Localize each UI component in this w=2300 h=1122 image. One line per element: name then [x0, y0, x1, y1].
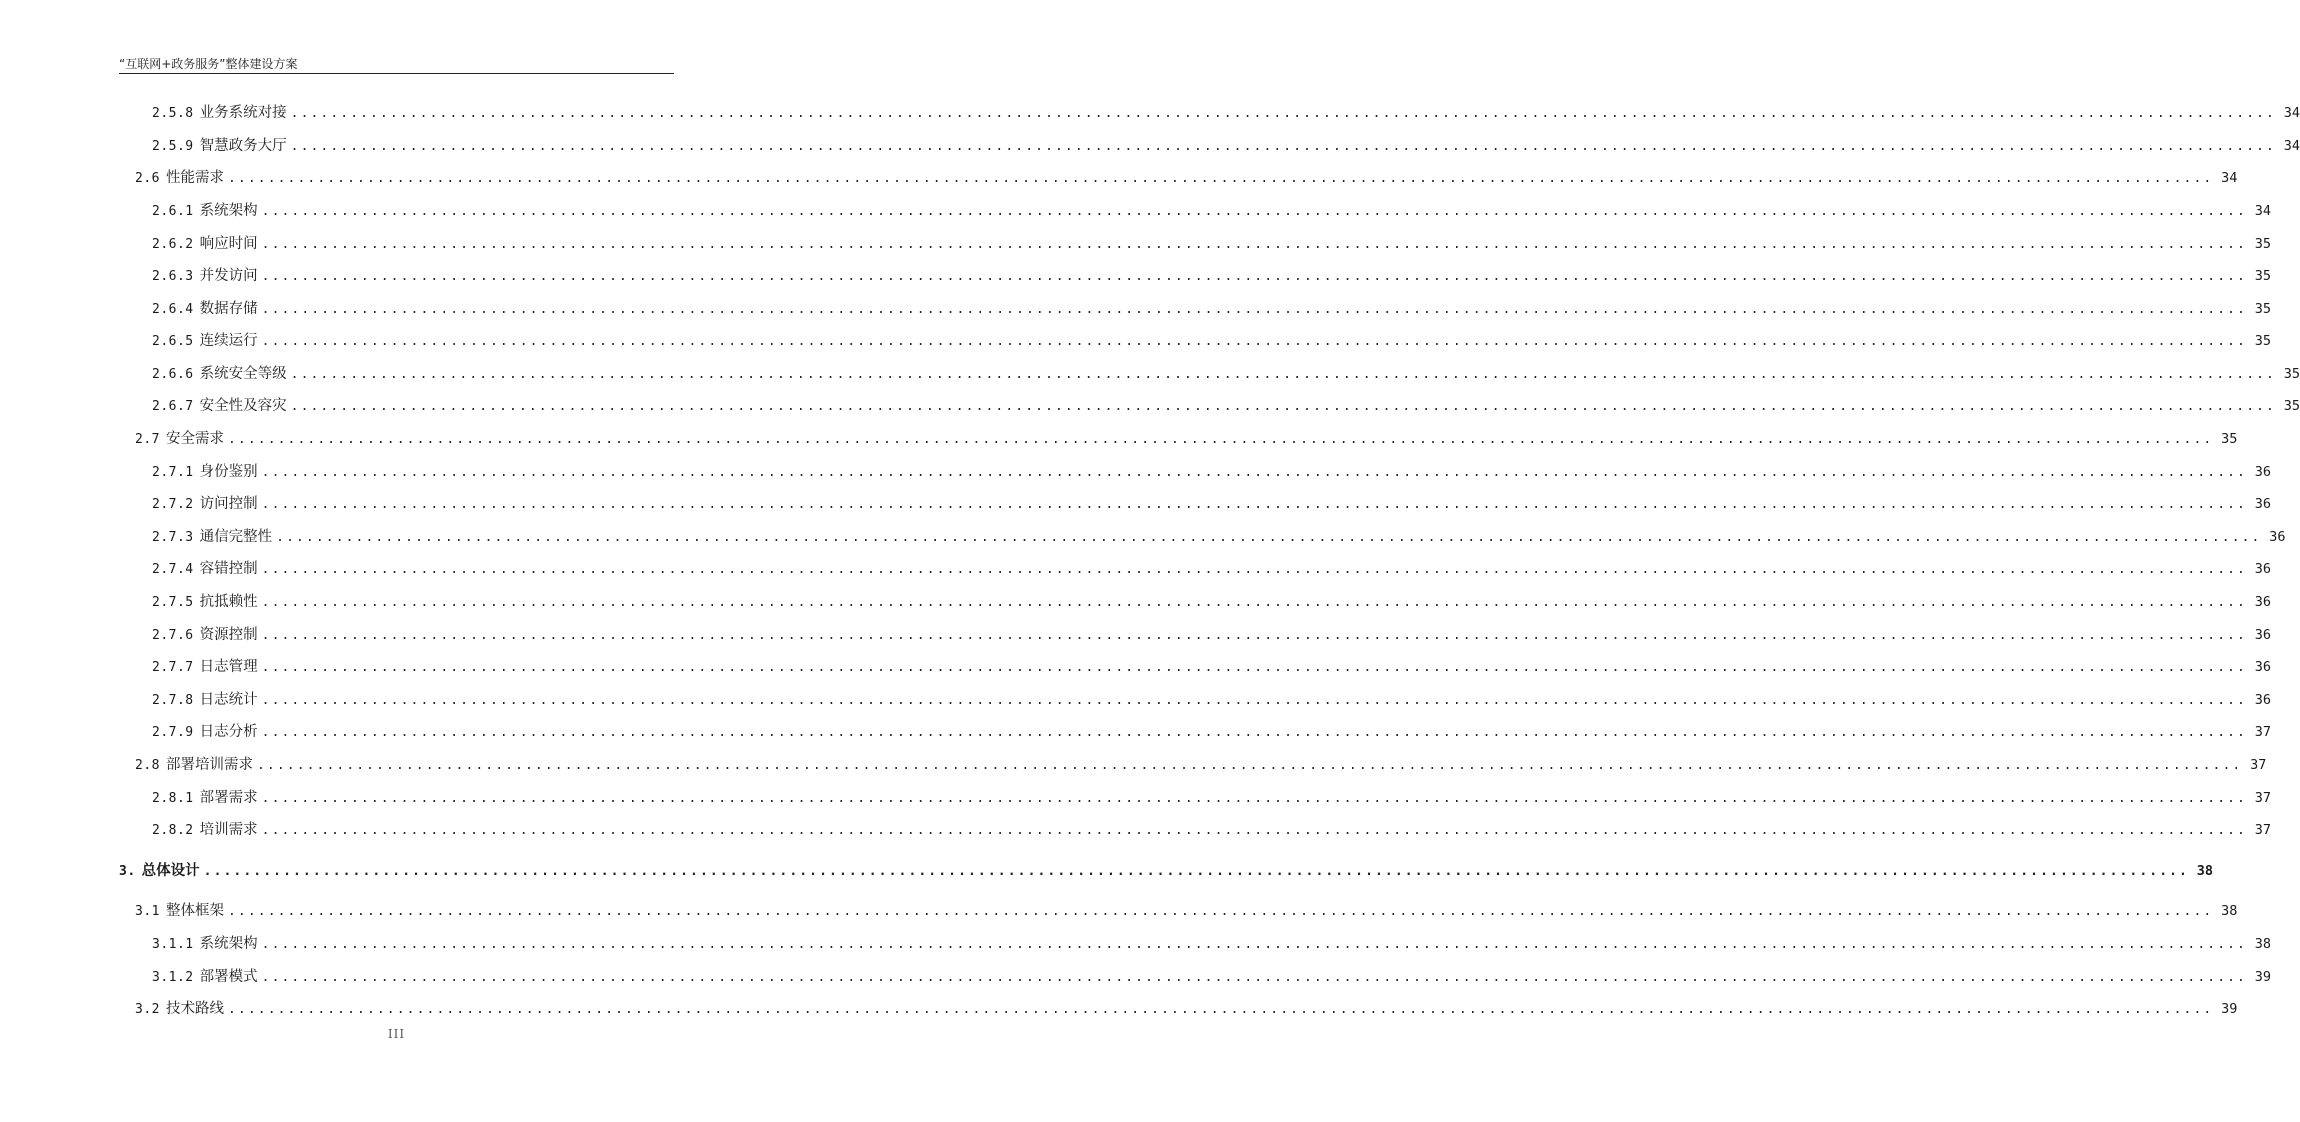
toc-entry-number: 2.7.2 — [152, 497, 194, 512]
toc-dot-leader: ........................................................................................................................................................................................................ — [261, 693, 2247, 708]
toc-dot-leader: ........................................................................................................................................................................................................ — [290, 106, 2276, 121]
toc-entry[interactable] — [152, 966, 2271, 988]
toc-entry-title: 连续运行 — [199, 333, 258, 349]
toc-dot-leader: ........................................................................................................................................................................................................ — [261, 204, 2247, 219]
toc-entry-number: 3.1.2 — [152, 970, 194, 985]
page-number-footer: III — [387, 1027, 406, 1041]
toc-dot-leader: ........................................................................................................................................................................................................ — [261, 562, 2247, 577]
toc-entry-number: 2.6.3 — [152, 269, 194, 284]
toc-entry-page-number: 39 — [2221, 1001, 2238, 1017]
toc-entry-title: 安全性及容灾 — [199, 398, 287, 414]
toc-entry-number: 2.8.1 — [152, 791, 194, 806]
toc-entry-number: 2.6.5 — [152, 334, 194, 349]
toc-entry-title: 通信完整性 — [199, 529, 273, 545]
toc-entry-title: 系统安全等级 — [199, 366, 287, 382]
toc-entry[interactable] — [152, 102, 2300, 124]
toc-dot-leader: ........................................................................................................................................................................................................ — [261, 970, 2247, 985]
toc-entry-title: 抗抵赖性 — [199, 594, 258, 610]
toc-entry-title: 整体框架 — [165, 903, 224, 919]
toc-entry-page-number: 35 — [2254, 333, 2271, 349]
toc-entry-title: 性能需求 — [165, 170, 224, 186]
toc-entry-page-number: 36 — [2254, 464, 2271, 480]
toc-dot-leader: ........................................................................................................................................................................................................ — [227, 171, 2214, 186]
toc-dot-leader: ........................................................................................................................................................................................................ — [261, 302, 2247, 317]
toc-entry-page-number: 36 — [2254, 627, 2271, 643]
toc-entry[interactable] — [152, 298, 2271, 320]
toc-entry-page-number: 36 — [2254, 496, 2271, 512]
toc-entry-title: 数据存储 — [199, 301, 258, 317]
toc-dot-leader: ........................................................................................................................................................................................................ — [261, 334, 2247, 349]
toc-entry-number: 2.6.6 — [152, 367, 194, 382]
toc-dot-leader: ........................................................................................................................................................................................................ — [261, 465, 2247, 480]
toc-entry[interactable] — [152, 395, 2300, 417]
toc-dot-leader: ........................................................................................................................................................................................................ — [261, 269, 2247, 284]
toc-entry[interactable] — [152, 819, 2271, 841]
toc-entry-page-number: 34 — [2254, 203, 2271, 219]
toc-entry[interactable] — [135, 998, 2238, 1020]
toc-entry-number: 2.7.1 — [152, 465, 194, 480]
toc-dot-leader: ........................................................................................................................................................................................................ — [290, 367, 2276, 382]
toc-dot-leader: ........................................................................................................................................................................................................ — [261, 497, 2247, 512]
toc-entry[interactable] — [135, 754, 2267, 776]
toc-entry-number: 2.8.2 — [152, 823, 194, 838]
toc-entry-number: 2.8 — [135, 758, 160, 773]
toc-entry-number: 2.7 — [135, 432, 160, 447]
toc-entry-title: 总体设计 — [141, 863, 200, 879]
toc-entry-page-number: 34 — [2283, 138, 2300, 154]
toc-entry[interactable] — [152, 200, 2271, 222]
toc-entry-number: 2.7.9 — [152, 725, 194, 740]
toc-entry[interactable] — [152, 493, 2271, 515]
toc-entry-number: 2.5.9 — [152, 139, 194, 154]
toc-entry-number: 2.6.1 — [152, 204, 194, 219]
toc-dot-leader: ........................................................................................................................................................................................................ — [290, 139, 2276, 154]
toc-entry-title: 访问控制 — [199, 496, 258, 512]
toc-entry-title: 业务系统对接 — [199, 105, 287, 121]
toc-entry-number: 3.1 — [135, 904, 160, 919]
toc-entry[interactable] — [135, 900, 2238, 922]
toc-entry-number: 3. — [119, 864, 136, 879]
toc-entry-page-number: 38 — [2221, 903, 2238, 919]
toc-entry[interactable] — [135, 167, 2238, 189]
toc-entry-number: 2.6 — [135, 171, 160, 186]
toc-dot-leader: ........................................................................................................................................................................................................ — [261, 595, 2247, 610]
toc-entry-title: 日志管理 — [199, 659, 258, 675]
toc-entry[interactable] — [152, 461, 2271, 483]
toc-dot-leader: ........................................................................................................................................................................................................ — [227, 904, 2214, 919]
toc-entry-number: 2.7.3 — [152, 530, 194, 545]
toc-entry-number: 2.6.7 — [152, 399, 194, 414]
toc-dot-leader: ........................................................................................................................................................................................................ — [261, 937, 2247, 952]
toc-entry-number: 2.7.7 — [152, 660, 194, 675]
toc-entry-page-number: 36 — [2254, 561, 2271, 577]
toc-entry-number: 2.6.4 — [152, 302, 194, 317]
toc-entry-page-number: 34 — [2221, 170, 2238, 186]
toc-entry-page-number: 37 — [2254, 822, 2271, 838]
toc-entry[interactable] — [152, 933, 2271, 955]
toc-entry[interactable] — [152, 265, 2271, 287]
toc-entry-number: 3.2 — [135, 1002, 160, 1017]
toc-entry[interactable] — [152, 656, 2271, 678]
toc-entry-page-number: 35 — [2254, 268, 2271, 284]
toc-entry[interactable] — [152, 721, 2271, 743]
toc-entry-title: 身份鉴别 — [199, 464, 258, 480]
toc-entry[interactable] — [152, 558, 2271, 580]
toc-entry[interactable] — [135, 428, 2238, 450]
toc-entry-title: 系统架构 — [199, 203, 258, 219]
toc-entry-number: 2.7.8 — [152, 693, 194, 708]
toc-entry-title: 系统架构 — [199, 936, 258, 952]
toc-entry-title: 培训需求 — [199, 822, 258, 838]
toc-entry[interactable] — [152, 689, 2271, 711]
toc-dot-leader: ........................................................................................................................................................................................................ — [261, 725, 2247, 740]
running-header: “互联网+政务服务”整体建设方案 — [119, 57, 298, 71]
toc-dot-leader: ........................................................................................................................................................................................................ — [203, 864, 2189, 879]
toc-entry-number: 2.7.4 — [152, 562, 194, 577]
toc-dot-leader: ........................................................................................................................................................................................................ — [261, 628, 2247, 643]
toc-entry-page-number: 37 — [2254, 724, 2271, 740]
toc-entry-page-number: 39 — [2254, 969, 2271, 985]
toc-entry-title: 部署培训需求 — [165, 757, 253, 773]
toc-entry-title: 容错控制 — [199, 561, 258, 577]
toc-dot-leader: ........................................................................................................................................................................................................ — [261, 823, 2247, 838]
toc-entry-number: 2.7.6 — [152, 628, 194, 643]
toc-entry-title: 智慧政务大厅 — [199, 138, 287, 154]
toc-entry-number: 3.1.1 — [152, 937, 194, 952]
toc-dot-leader: ........................................................................................................................................................................................................ — [290, 399, 2276, 414]
toc-entry-page-number: 35 — [2283, 398, 2300, 414]
toc-dot-leader: ........................................................................................................................................................................................................ — [261, 791, 2247, 806]
toc-dot-leader: ........................................................................................................................................................................................................ — [276, 530, 2262, 545]
toc-entry-page-number: 38 — [2254, 936, 2271, 952]
toc-entry-title: 技术路线 — [165, 1001, 224, 1017]
toc-entry[interactable] — [152, 624, 2271, 646]
toc-entry-title: 日志分析 — [199, 724, 258, 740]
toc-entry-title: 并发访问 — [199, 268, 258, 284]
toc-dot-leader: ........................................................................................................................................................................................................ — [256, 758, 2243, 773]
toc-entry-page-number: 34 — [2283, 105, 2300, 121]
toc-entry[interactable] — [152, 591, 2271, 613]
toc-entry-page-number: 36 — [2254, 594, 2271, 610]
toc-dot-leader: ........................................................................................................................................................................................................ — [261, 237, 2247, 252]
toc-entry[interactable] — [152, 233, 2271, 255]
toc-entry-page-number: 36 — [2269, 529, 2286, 545]
toc-dot-leader: ........................................................................................................................................................................................................ — [227, 432, 2214, 447]
toc-entry-page-number: 35 — [2221, 431, 2238, 447]
toc-entry-page-number: 37 — [2254, 790, 2271, 806]
toc-entry[interactable] — [119, 860, 2213, 882]
toc-entry-number: 2.5.8 — [152, 106, 194, 121]
toc-entry-number: 2.7.5 — [152, 595, 194, 610]
toc-entry-page-number: 36 — [2254, 659, 2271, 675]
toc-entry[interactable] — [152, 787, 2271, 809]
toc-entry-page-number: 38 — [2196, 863, 2213, 879]
toc-entry-page-number: 35 — [2283, 366, 2300, 382]
toc-entry-page-number: 35 — [2254, 301, 2271, 317]
toc-entry-page-number: 36 — [2254, 692, 2271, 708]
toc-entry[interactable] — [152, 363, 2300, 385]
toc-entry-title: 资源控制 — [199, 627, 258, 643]
toc-dot-leader: ........................................................................................................................................................................................................ — [227, 1002, 2214, 1017]
toc-entry-title: 部署模式 — [199, 969, 258, 985]
toc-dot-leader: ........................................................................................................................................................................................................ — [261, 660, 2247, 675]
toc-entry-title: 安全需求 — [165, 431, 224, 447]
toc-entry-page-number: 37 — [2250, 757, 2267, 773]
toc-entry-title: 日志统计 — [199, 692, 258, 708]
toc-entry[interactable] — [152, 135, 2300, 157]
header-rule — [119, 73, 674, 74]
toc-entry-number: 2.6.2 — [152, 237, 194, 252]
toc-entry-title: 响应时间 — [199, 236, 258, 252]
toc-entry[interactable] — [152, 330, 2271, 352]
toc-entry-page-number: 35 — [2254, 236, 2271, 252]
toc-entry-title: 部署需求 — [199, 790, 258, 806]
toc-entry[interactable] — [152, 526, 2286, 548]
